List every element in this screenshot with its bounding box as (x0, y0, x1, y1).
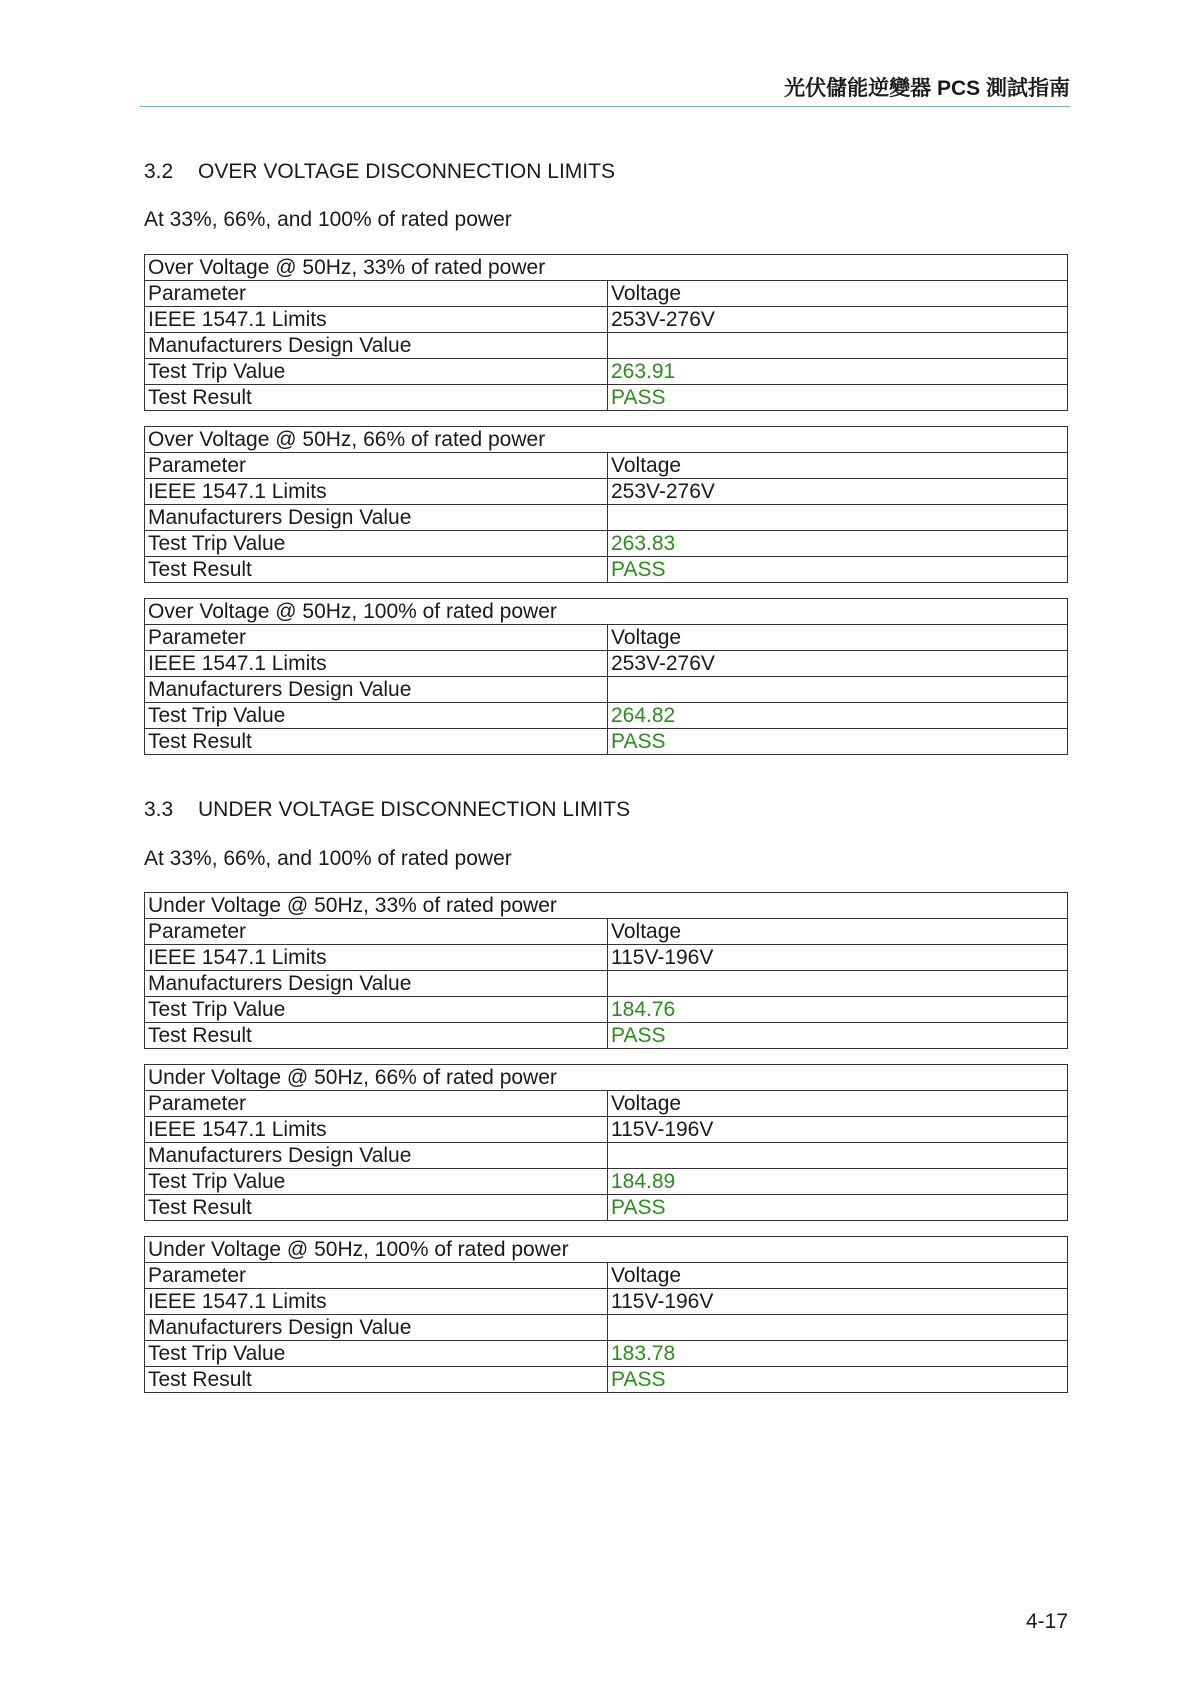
table-row (145, 1367, 1068, 1393)
table-cell: 115V-196V (608, 945, 1068, 971)
table-cell: Parameter (145, 919, 608, 945)
table-cell: Test Trip Value (145, 1341, 608, 1367)
results-table (144, 598, 1068, 755)
results-table (144, 1064, 1068, 1221)
table-cell: Voltage (608, 1263, 1068, 1289)
table-title: Under Voltage @ 50Hz, 100% of rated power (145, 1237, 1068, 1263)
results-table (144, 892, 1068, 1049)
test-result-cell: PASS (608, 557, 1068, 583)
table-cell: Parameter (145, 1263, 608, 1289)
section-title: OVER VOLTAGE DISCONNECTION LIMITS (198, 160, 615, 183)
table-title: Over Voltage @ 50Hz, 66% of rated power (145, 427, 1068, 453)
test-result-cell: PASS (608, 729, 1068, 755)
table-row (145, 1169, 1068, 1195)
table-cell: Voltage (608, 625, 1068, 651)
table-row (145, 557, 1068, 583)
table-row (145, 919, 1068, 945)
table-title-row (145, 427, 1068, 453)
section-number: 3.2 (144, 160, 174, 183)
trip-value-cell: 183.78 (608, 1341, 1068, 1367)
table-cell (608, 677, 1068, 703)
table-cell: Voltage (608, 919, 1068, 945)
table-row (145, 385, 1068, 411)
table-cell: 115V-196V (608, 1117, 1068, 1143)
table-row (145, 1263, 1068, 1289)
section-intro: At 33%, 66%, and 100% of rated power (144, 208, 512, 231)
table-title: Over Voltage @ 50Hz, 33% of rated power (145, 255, 1068, 281)
table-cell: Test Trip Value (145, 703, 608, 729)
trip-value-cell: 263.83 (608, 531, 1068, 557)
table-cell: Manufacturers Design Value (145, 505, 608, 531)
table-cell: Test Result (145, 729, 608, 755)
table-row (145, 1341, 1068, 1367)
table-cell: 253V-276V (608, 307, 1068, 333)
table-row (145, 1117, 1068, 1143)
table-row (145, 1315, 1068, 1341)
test-result-cell: PASS (608, 385, 1068, 411)
table-row (145, 531, 1068, 557)
section-heading (144, 160, 615, 184)
table-cell: Test Result (145, 557, 608, 583)
trip-value-cell: 184.76 (608, 997, 1068, 1023)
table-cell: 253V-276V (608, 651, 1068, 677)
table-cell: Test Trip Value (145, 531, 608, 557)
table-cell: Test Trip Value (145, 1169, 608, 1195)
page-header-title: 光伏儲能逆變器 PCS 測試指南 (784, 77, 1070, 100)
section-heading (144, 798, 630, 822)
table-row (145, 997, 1068, 1023)
table-row (145, 505, 1068, 531)
trip-value-cell: 184.89 (608, 1169, 1068, 1195)
table-row (145, 359, 1068, 385)
trip-value-cell: 263.91 (608, 359, 1068, 385)
table-cell: IEEE 1547.1 Limits (145, 1289, 608, 1315)
table-cell: Manufacturers Design Value (145, 1315, 608, 1341)
table-row (145, 945, 1068, 971)
table-cell: IEEE 1547.1 Limits (145, 307, 608, 333)
table-cell (608, 1315, 1068, 1341)
table-cell: IEEE 1547.1 Limits (145, 479, 608, 505)
table-cell: IEEE 1547.1 Limits (145, 1117, 608, 1143)
table-cell: IEEE 1547.1 Limits (145, 945, 608, 971)
test-result-cell: PASS (608, 1023, 1068, 1049)
table-row (145, 651, 1068, 677)
section-intro: At 33%, 66%, and 100% of rated power (144, 847, 512, 870)
table-cell: Test Result (145, 1023, 608, 1049)
results-table (144, 1236, 1068, 1393)
section-number: 3.3 (144, 798, 174, 821)
table-cell: Manufacturers Design Value (145, 677, 608, 703)
table-row (145, 479, 1068, 505)
table-title-row (145, 1237, 1068, 1263)
table-cell: Parameter (145, 453, 608, 479)
table-cell: 253V-276V (608, 479, 1068, 505)
table-row (145, 703, 1068, 729)
table-cell: Test Result (145, 1195, 608, 1221)
table-title-row (145, 255, 1068, 281)
table-row (145, 307, 1068, 333)
table-cell (608, 333, 1068, 359)
table-row (145, 281, 1068, 307)
table-title: Under Voltage @ 50Hz, 66% of rated power (145, 1065, 1068, 1091)
table-row (145, 625, 1068, 651)
table-title-row (145, 893, 1068, 919)
table-row (145, 971, 1068, 997)
table-row (145, 1195, 1068, 1221)
table-cell: Test Trip Value (145, 359, 608, 385)
table-cell: 115V-196V (608, 1289, 1068, 1315)
table-cell: Test Result (145, 1367, 608, 1393)
table-row (145, 1143, 1068, 1169)
results-table (144, 254, 1068, 411)
table-cell: Manufacturers Design Value (145, 333, 608, 359)
test-result-cell: PASS (608, 1367, 1068, 1393)
table-cell: Voltage (608, 1091, 1068, 1117)
table-cell: Manufacturers Design Value (145, 971, 608, 997)
table-row (145, 1289, 1068, 1315)
table-cell: Parameter (145, 1091, 608, 1117)
table-cell: Test Result (145, 385, 608, 411)
table-row (145, 1091, 1068, 1117)
section-title: UNDER VOLTAGE DISCONNECTION LIMITS (198, 798, 631, 821)
table-title: Over Voltage @ 50Hz, 100% of rated power (145, 599, 1068, 625)
page-number: 4-17 (1025, 1610, 1068, 1633)
results-table (144, 426, 1068, 583)
trip-value-cell: 264.82 (608, 703, 1068, 729)
table-cell: Voltage (608, 281, 1068, 307)
table-cell: Parameter (145, 281, 608, 307)
header-divider (140, 106, 1070, 107)
table-cell: IEEE 1547.1 Limits (145, 651, 608, 677)
table-title: Under Voltage @ 50Hz, 33% of rated power (145, 893, 1068, 919)
table-row (145, 677, 1068, 703)
table-row (145, 729, 1068, 755)
table-cell: Test Trip Value (145, 997, 608, 1023)
table-row (145, 453, 1068, 479)
table-title-row (145, 599, 1068, 625)
table-cell (608, 1143, 1068, 1169)
table-cell (608, 971, 1068, 997)
table-row (145, 1023, 1068, 1049)
table-title-row (145, 1065, 1068, 1091)
table-cell: Voltage (608, 453, 1068, 479)
table-cell: Parameter (145, 625, 608, 651)
table-row (145, 333, 1068, 359)
table-cell (608, 505, 1068, 531)
table-cell: Manufacturers Design Value (145, 1143, 608, 1169)
test-result-cell: PASS (608, 1195, 1068, 1221)
